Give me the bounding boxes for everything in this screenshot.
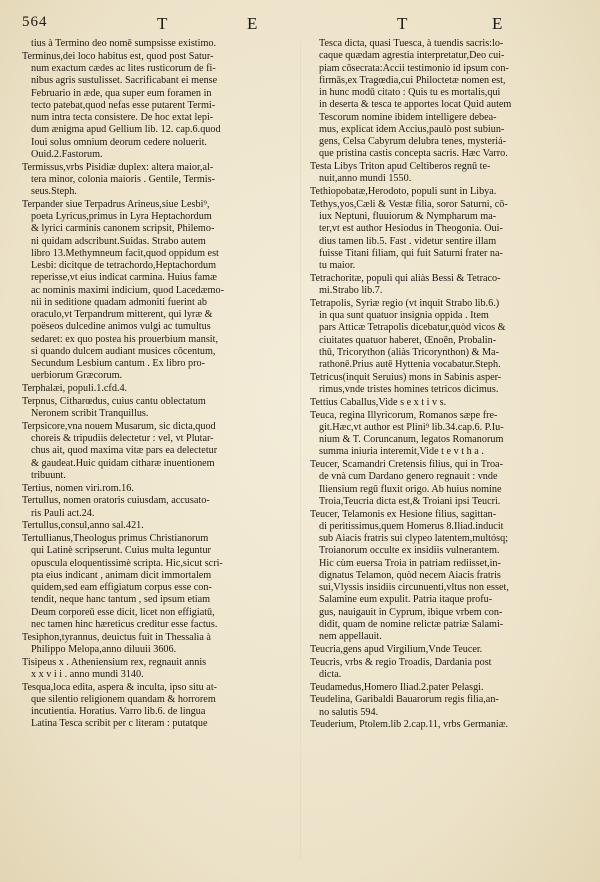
dictionary-entry: Teucris, vrbs & regio Troadis, Dardania post dicta. — [310, 656, 492, 680]
running-header — [22, 14, 578, 38]
dictionary-entry: Tetrachoritæ, populi qui aliàs Bessi & Tetraco- mi.Strabo lib.7. — [310, 272, 501, 296]
dictionary-entry: Teuca, regina Illyricorum, Romanos sæpe fre- git.Hæc,vt author est Plini⁹ lib.34.cap.6. P.Iu- nium & T. Coruncanum, legatos Romanorum summa iniuria interemit,Vide t e v t h a . — [310, 409, 504, 458]
dictionary-entry: Terpnus, Citharœdus, cuius cantu oblectatum Neronem scribit Tranquillus. — [22, 395, 206, 419]
dictionary-entry: Tetricus(inquit Seruius) mons in Sabinis asper- rimus,vnde tristes homines tetricos dicimus. — [310, 371, 502, 395]
running-head-letter: T — [397, 14, 409, 33]
dictionary-entry: Tisipeus x . Atheniensium rex, regnauit annis x x v i i . anno mundi 3140. — [22, 656, 207, 680]
dictionary-entry: Tertullus, nomen oratoris cuiusdam, accusato- ris Pauli act.24. — [22, 495, 210, 519]
page-number: 564 — [22, 14, 48, 30]
dictionary-entry: Terpsicore,vna nouem Musarum, sic dicta,quod choreis & tripudiis delectetur : vel, vt Plutar- chus ait, quod maxima vitæ pars ea delectetur & gaudeat.Huic quidam citharæ inuentionem tribuunt. — [22, 420, 218, 481]
running-head-letter: E — [492, 14, 504, 33]
dictionary-entry: Teuderium, Ptolem.lib 2.cap.11, vrbs Germaniæ. — [310, 719, 509, 731]
dictionary-entry: Terphalæi, populi.1.cfd.4. — [22, 383, 128, 394]
dictionary-entry: Tethys,yos,Cæli & Vestæ filia, soror Saturni, cō- iux Neptuni, fluuiorum & Nympharum ma- ter,vt est author Hesiodus in Theogonia. Oui- dius tamen lib.5. Fast . videtur sentire illam fuisse Titani filiam, qui fuit Saturni frater na- tu maior. — [310, 198, 508, 271]
column-gutter — [300, 40, 301, 860]
dictionary-entry: Termissus,vrbs Pisidiæ duplex: altera maior,al- tera minor, colonia maioris . Gentile, Termis- seus.Steph. — [22, 161, 215, 197]
dictionary-entry: Teucer, Scamandri Cretensis filius, qui in Troa- de vnà cum Dardano genero regnauit : vnde Iliensium regū fluxit origo. Ab huius nomine Troia,Teucria dicta est,& Troiani ipsi Teucri. — [310, 459, 503, 507]
dictionary-entry: Tesqua,loca edita, aspera & inculta, ipso situ at- que silentio religionem quandam & horrorem incutientia. Horatius. Varro lib.6. de lingua Latina Tesca scribit per c literam : putatque — [22, 681, 218, 730]
dictionary-entry: Tesiphon,tyrannus, deuictus fuit in Thessalia à Philippo Melopa,anno diluuii 3606. — [22, 631, 211, 655]
dictionary-entry: Teudelina, Garibaldi Bauarorum regis filia,an- no salutis 594. — [310, 694, 499, 718]
running-head-letter: T — [157, 14, 169, 33]
dictionary-entry: Terpander siue Terpadrus Arineus,siue Lesbi⁹, poeta Lyricus,primus in Lyra Heptachordum & lyrici carminis canonem scripsit, Philemo- ni quidam adscribunt.Suidas. Strabo autem libro 13.Methymneum facit,quod oppidum est Lesbi: dicitque de tetrachordo,Heptachordum reperisse,vt eius indicat carmina. Huius famæ ac nominis maximi indicium, quod Lacedæmo- nii in seditione quadam admoniti fuerint ab oraculo,vt Terpandrum mitterent, qui lyræ & poëseos dulcedine animos vulgi ac tumultus sedaret: ex quo postea his prouerbium mansit, si quando dulcem audiant musices cōcentum, Secundum Lesbium cantum . Ex libro pro- uerbiorum Græcorum. — [22, 198, 224, 382]
dictionary-entry: Tertius, nomen viri.rom.16. — [22, 482, 134, 494]
dictionary-entry: Tettius Caballus,Vide s e x t i v s. — [310, 396, 447, 408]
running-head-letter: E — [247, 14, 259, 33]
dictionary-entry: Tertullus,consul,anno sal.421. — [22, 520, 144, 532]
dictionary-entry: Tesca dicta, quasi Tuesca, à tuendis sacris:lo- caque quædam agrestia interpretatur,Deo cui- piam cōsecrata:Accii testimonio id ipsum con- firmās,ex Tragœdia,cui Philoctetæ nomen est, in hunc modū citato : Quis tu es mortalis,qui in deserta & tesca te apportes locat Quid autem Tescorum nomine ibidem intelligere debea- mus, explicat idem Accius,paulò post subiun- gens, Celsa Cabyrum delubra tenes, mysteriá- que pristina castis concepta sacris. Hæc Varro. — [319, 38, 512, 160]
dictionary-entry: Tetrapolis, Syriæ regio (vt inquit Strabo lib.6.) in qua sunt quatuor insignia oppida . Item pars Atticæ Tetrapolis dicebatur,quòd vicos & ciuitates quatuor haberet, Œnoēn, Probalin- thū, Tricorython (aliàs Tricorynthon) & Ma- rathonē.Prius autē Hyttenia vocabatur.Steph. — [310, 297, 506, 370]
dictionary-entry: Tertullianus,Theologus primus Christianorum qui Latinè scripserunt. Cuius multa leguntur opuscula eloquentissimè scripta. Hic,sicut scri- pta eius indicant , animam dicit immortalem quidem,sed eam effigiatum corpus esse con- tendit, neque hanc tantum , sed ipsum etiam Deum corporeū esse dicit, licet non effigiatū, nec tamen hinc hæreticus creditur esse factus. — [22, 533, 223, 630]
dictionary-entry: Teucria,gens apud Virgilium,Vnde Teucer. — [310, 643, 483, 655]
dictionary-entry: Teudamedus,Homero Iliad.2.pater Pelasgi. — [310, 681, 484, 693]
dictionary-entry: Terminus,dei loco habitus est, quod post Satur- num exactum cædes ac lites rusticorum de fi- nibus agris sustulisset. Sacrificabant ei mense Februario in æde, qua super eum foramen in tecto patebat,quod nefas esse putarent Termi- num intra tecta consistere. De hoc extat lepi- dum ænigma apud Gellium lib. 12. cap.6.quod Ioui solus omnium deorum cedere noluerit. Ouid.2.Fastorum. — [22, 50, 221, 160]
dictionary-entry: Teucer, Telamonis ex Hesione filius, sagittan- di peritissimus,quem Homerus 8.Iliad.inducit sub Aiacis fratris sui clypeo latentem,multósq; Troianorum occulte ex insidiis vulnerantem. Hic cùm euersa Troia in patriam rediisset,in- dignatus Telamon, quòd necem Aiacis fratris sui,Vlyssis insidiis circunuenti,vltus non esset, Salamine eum expulit. Patria itaque profu- gus, nauigauit in Cyprum, ibique vrbem con- didit, quam de nomine relictæ patriæ Salami- nem appellauit. — [310, 508, 509, 642]
dictionary-entry: Testa Libys Triton apud Celtiberos regnū te- nuit,anno mundi 1550. — [310, 161, 491, 185]
dictionary-entry: Tethiopobatæ,Herodoto, populi sunt in Libya. — [310, 186, 497, 197]
left-column — [22, 38, 296, 731]
right-column — [310, 38, 580, 732]
dictionary-entry: tius à Termino deo nomē sumpsisse existimo. — [31, 38, 217, 49]
